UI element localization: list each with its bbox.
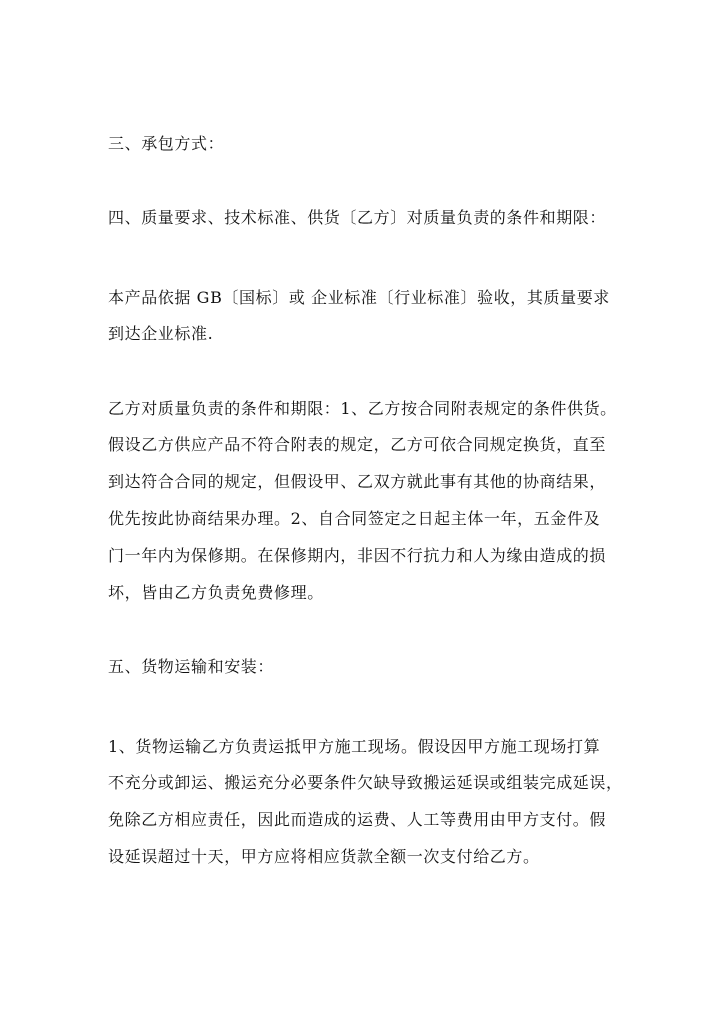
- quality-terms-line-1: 乙方对质量负责的条件和期限：1、乙方按合同附表规定的条件供货。: [108, 399, 617, 418]
- quality-terms-line-2: 假设乙方供应产品不符合附表的规定，乙方可依合同规定换货，直至: [108, 435, 607, 454]
- quality-terms-line-6: 坏，皆由乙方负责免费修理。: [108, 583, 324, 602]
- quality-standard-line-1: 本产品依据 GB〔国标〕或 企业标准〔行业标准〕验收，其质量要求: [108, 288, 610, 307]
- quality-standard-line-2: 到达企业标准.: [108, 324, 214, 343]
- transport-terms-line-1: 1、货物运输乙方负责运抵甲方施工现场。假设因甲方施工现场打算: [108, 737, 601, 756]
- transport-terms-line-4: 设延误超过十天，甲方应将相应货款全额一次支付给乙方。: [108, 847, 540, 866]
- section-5-heading: 五、货物运输和安装：: [108, 657, 275, 676]
- transport-terms-line-2: 不充分或卸运、搬运充分必要条件欠缺导致搬运延误或组装完成延误，: [108, 773, 623, 792]
- quality-terms-line-4: 优先按此协商结果办理。2、自合同签定之日起主体一年，五金件及: [108, 509, 601, 528]
- quality-terms-line-5: 门一年内为保修期。在保修期内，非因不行抗力和人为缘由造成的损: [108, 546, 607, 565]
- quality-terms-line-3: 到达符合合同的规定，但假设甲、乙双方就此事有其他的协商结果，: [108, 472, 607, 491]
- section-4-heading: 四、质量要求、技术标准、供货〔乙方〕对质量负责的条件和期限：: [108, 208, 607, 227]
- transport-terms-line-3: 免除乙方相应责任，因此而造成的运费、人工等费用由甲方支付。假: [108, 810, 607, 829]
- section-3-heading: 三、承包方式：: [108, 134, 225, 153]
